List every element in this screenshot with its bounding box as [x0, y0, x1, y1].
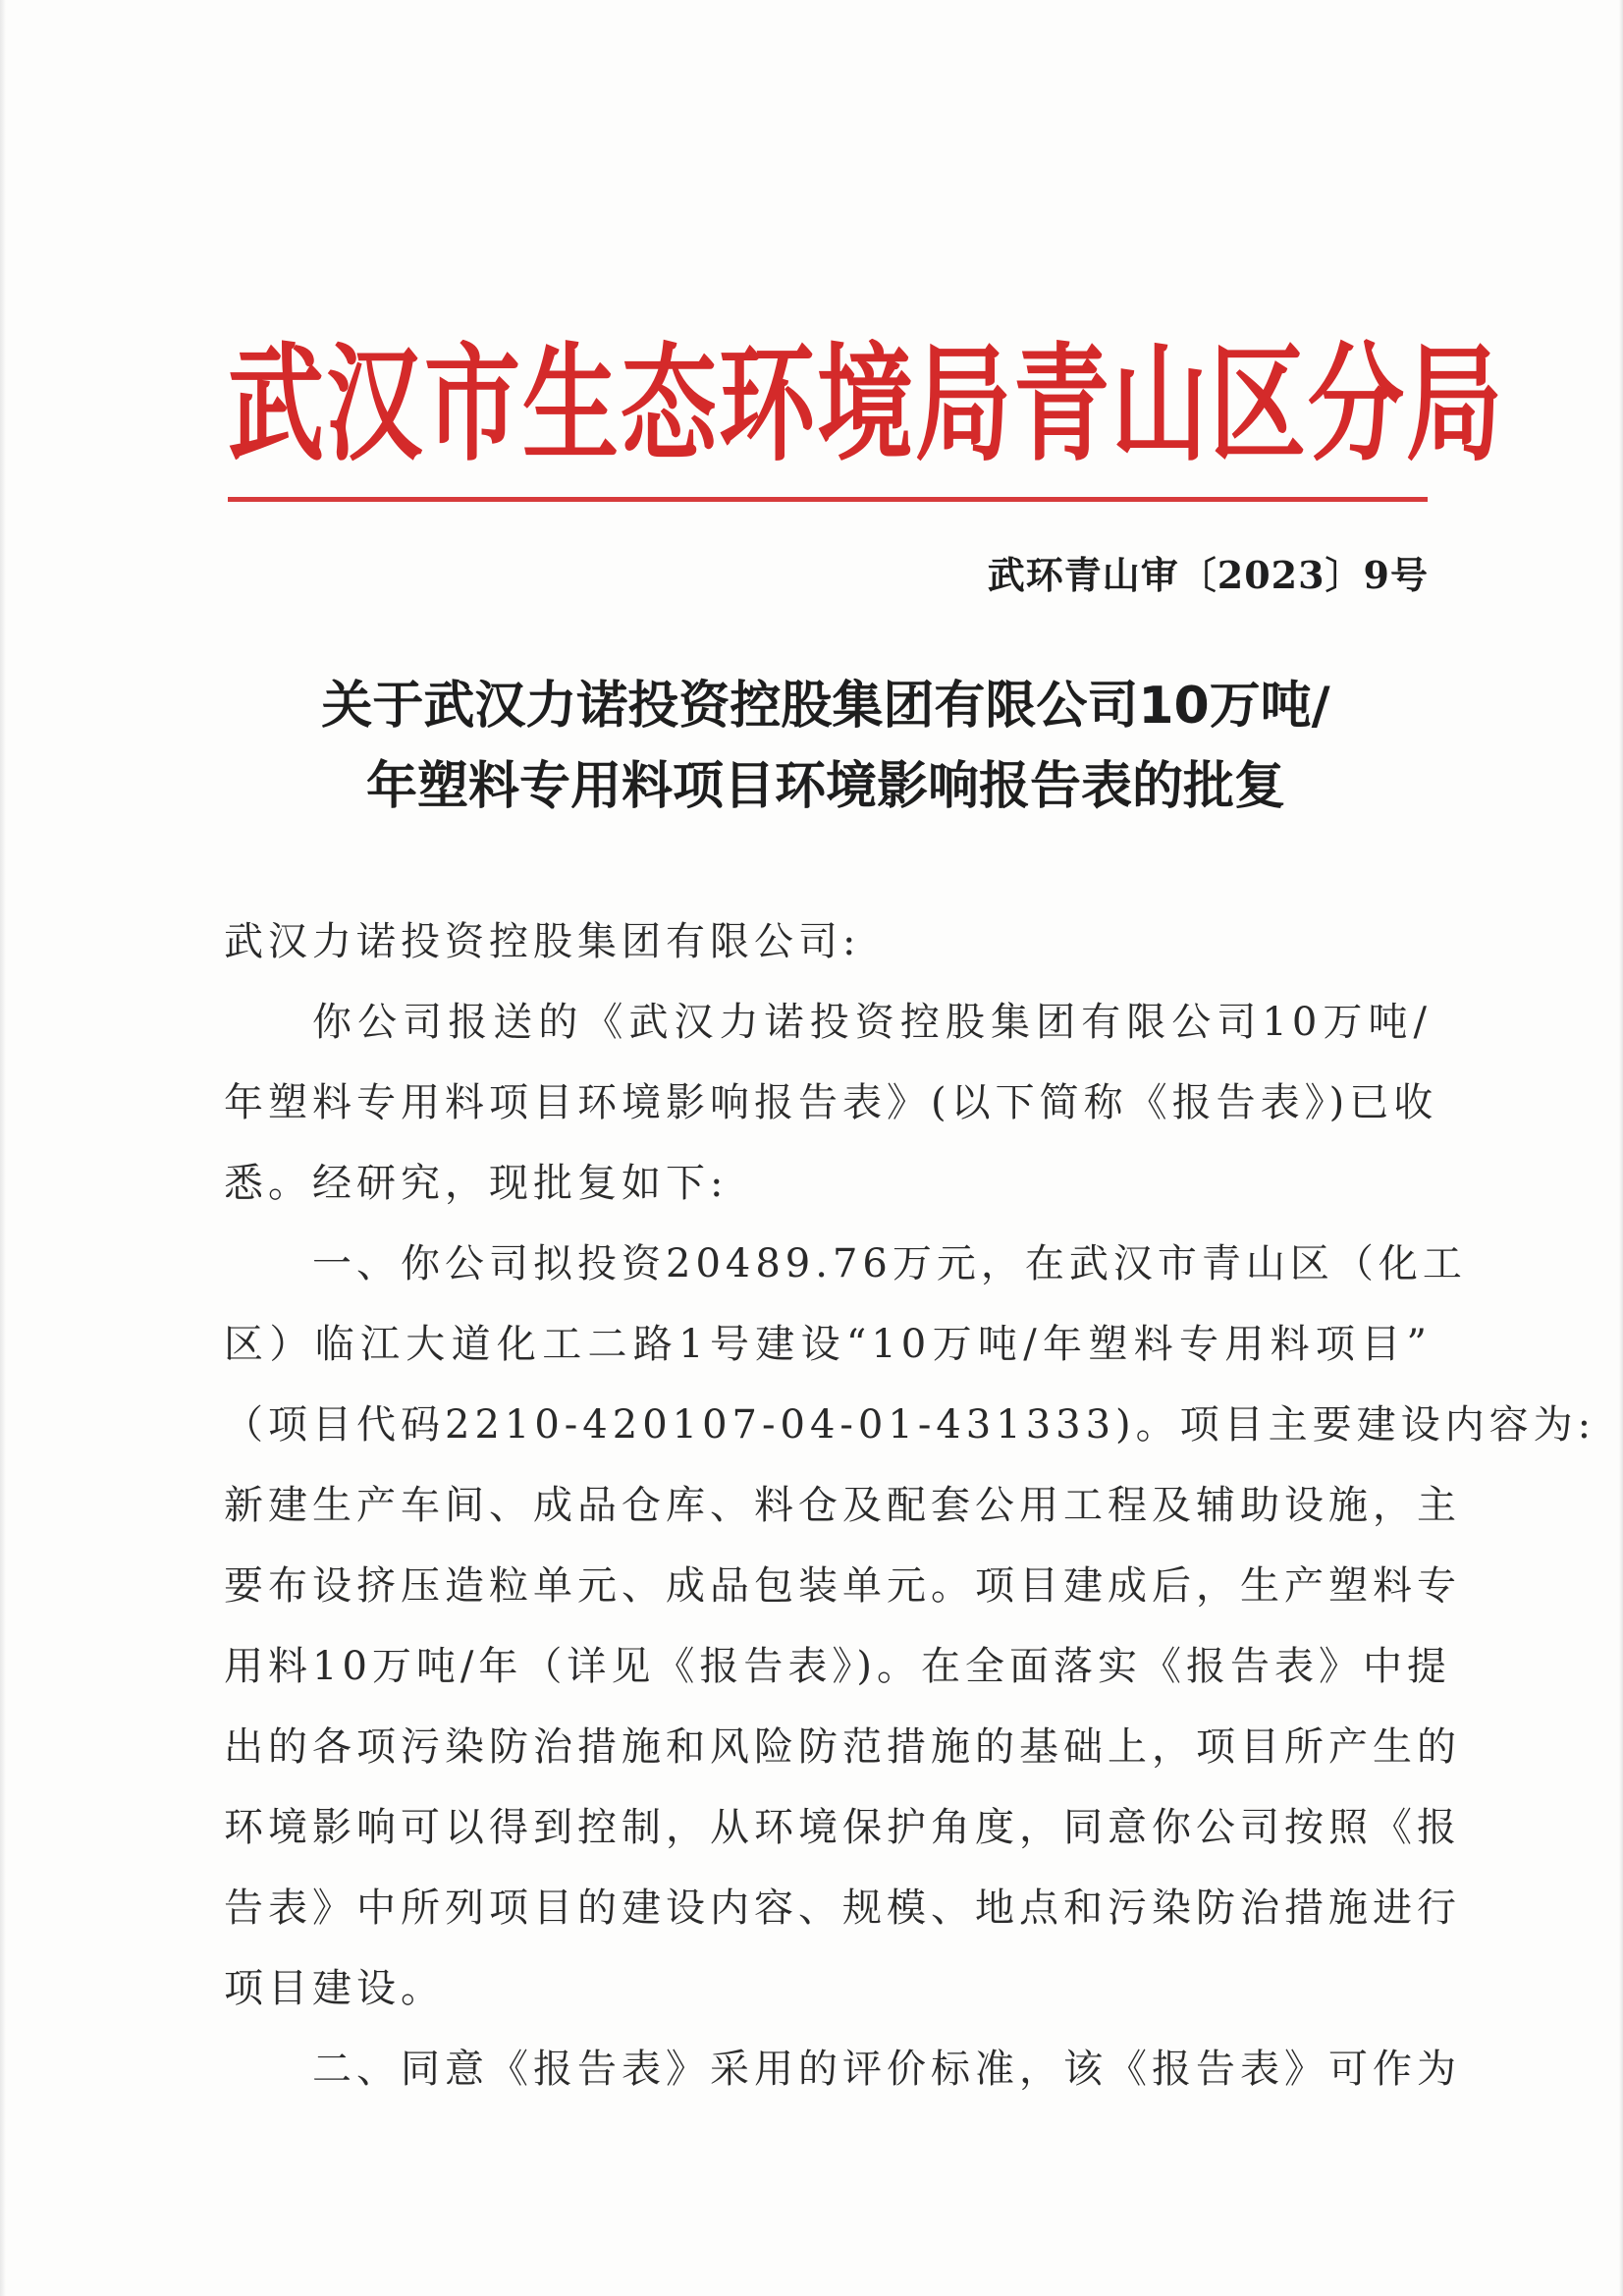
body-line: 用料10万吨/年（详见《报告表》)。在全面落实《报告表》中提 [224, 1644, 1451, 1689]
document-body [224, 902, 1596, 2109]
body-line: 区）临江大道化工二路1号建设“10万吨/年塑料专用料项目” [224, 1322, 1432, 1367]
body-line: 一、你公司拟投资20489.76万元，在武汉市青山区（化工 [312, 1241, 1467, 1286]
body-line: 年塑料专用料项目环境影响报告表》(以下简称《报告表》)已收 [224, 1080, 1438, 1125]
title-line-1: 关于武汉力诺投资控股集团有限公司10万吨/ [321, 677, 1330, 736]
body-line: 新建生产车间、成品仓库、料仓及配套公用工程及辅助设施，主 [224, 1483, 1461, 1528]
body-line: 悉。经研究，现批复如下: [224, 1161, 729, 1206]
scan-edge-left [0, 0, 6, 2296]
scan-edge-right [1619, 0, 1623, 2296]
masthead-red-rule [228, 497, 1428, 502]
addressee: 武汉力诺投资控股集团有限公司: [224, 919, 861, 964]
body-line: 环境影响可以得到控制，从环境保护角度，同意你公司按照《报 [224, 1805, 1461, 1850]
agency-masthead: 武汉市生态环境局青山区分局 [228, 331, 1505, 480]
body-line: 要布设挤压造粒单元、成品包装单元。项目建成后，生产塑料专 [224, 1563, 1461, 1609]
body-line: 告表》中所列项目的建设内容、规模、地点和污染防治措施进行 [224, 1886, 1461, 1931]
document-title [224, 666, 1428, 827]
body-line: 出的各项污染防治措施和风险防范措施的基础上，项目所产生的 [224, 1724, 1461, 1770]
body-line: 项目建设。 [224, 1966, 445, 2011]
document-number: 武环青山审〔2023〕9号 [987, 553, 1429, 597]
body-line: （项目代码2210-420107-04-01-431333)。项目主要建设内容为: [224, 1402, 1596, 1448]
body-line: 二、同意《报告表》采用的评价标准，该《报告表》可作为 [312, 2047, 1461, 2092]
body-line: 你公司报送的《武汉力诺投资控股集团有限公司10万吨/ [312, 1000, 1432, 1045]
title-line-2: 年塑料专用料项目环境影响报告表的批复 [365, 757, 1285, 816]
